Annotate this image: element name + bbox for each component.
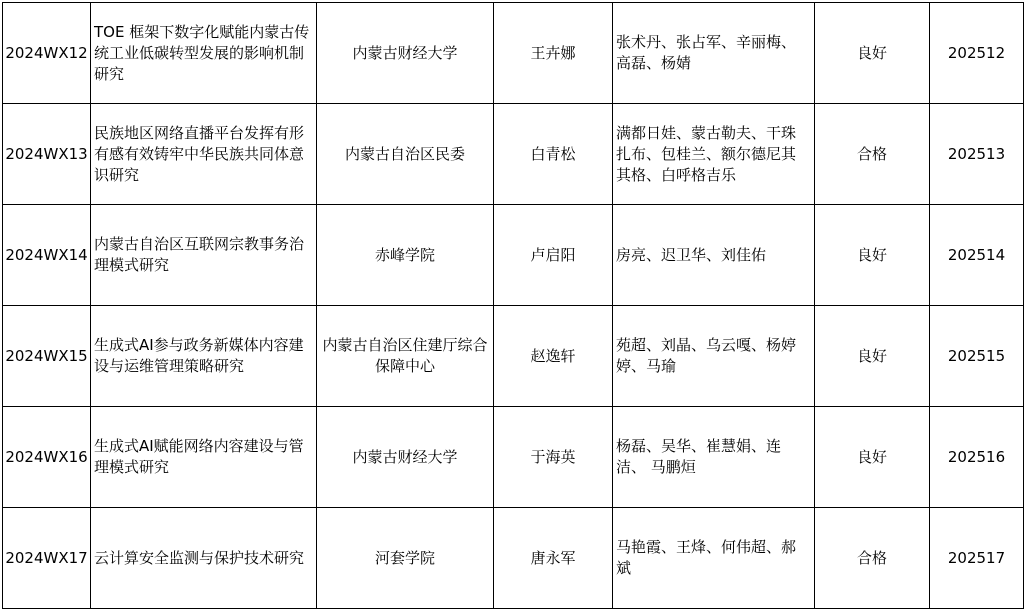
leader-cell: 白青松	[494, 104, 613, 205]
project-id-cell: 2024WX17	[3, 508, 91, 609]
organization-cell: 内蒙古自治区民委	[317, 104, 494, 205]
organization-cell: 内蒙古财经大学	[317, 3, 494, 104]
project-id-cell: 2024WX16	[3, 407, 91, 508]
project-title-cell: TOE 框架下数字化赋能内蒙古传统工业低碳转型发展的影响机制研究	[91, 3, 317, 104]
certificate-number-cell: 202512	[930, 3, 1024, 104]
certificate-number-cell: 202513	[930, 104, 1024, 205]
grade-cell: 良好	[815, 407, 930, 508]
members-cell: 房亮、迟卫华、刘佳佑	[613, 205, 815, 306]
organization-cell: 内蒙古财经大学	[317, 407, 494, 508]
members-cell: 苑超、刘晶、乌云嘎、杨婷婷、马瑜	[613, 306, 815, 407]
certificate-number-cell: 202516	[930, 407, 1024, 508]
leader-cell: 赵逸轩	[494, 306, 613, 407]
grade-cell: 合格	[815, 104, 930, 205]
project-title-cell: 生成式AI赋能网络内容建设与管理模式研究	[91, 407, 317, 508]
table-row	[3, 3, 1024, 104]
organization-cell: 赤峰学院	[317, 205, 494, 306]
project-id-cell: 2024WX13	[3, 104, 91, 205]
certificate-number-cell: 202517	[930, 508, 1024, 609]
grade-cell: 良好	[815, 3, 930, 104]
table-row	[3, 407, 1024, 508]
members-cell: 马艳霞、王烽、何伟超、郝斌	[613, 508, 815, 609]
project-id-cell: 2024WX12	[3, 3, 91, 104]
project-title-cell: 内蒙古自治区互联网宗教事务治理模式研究	[91, 205, 317, 306]
grade-cell: 合格	[815, 508, 930, 609]
grade-cell: 良好	[815, 306, 930, 407]
table-row	[3, 508, 1024, 609]
members-cell: 满都日娃、蒙古勒夫、干珠扎布、包桂兰、额尔德尼其其格、白呼格吉乐	[613, 104, 815, 205]
members-cell: 杨磊、吴华、崔慧娟、连洁、 马鹏烜	[613, 407, 815, 508]
project-title-cell: 云计算安全监测与保护技术研究	[91, 508, 317, 609]
organization-cell: 内蒙古自治区住建厅综合保障中心	[317, 306, 494, 407]
project-table	[2, 2, 1024, 609]
leader-cell: 卢启阳	[494, 205, 613, 306]
leader-cell: 唐永军	[494, 508, 613, 609]
table-row	[3, 306, 1024, 407]
members-cell: 张术丹、张占军、辛丽梅、高磊、杨婧	[613, 3, 815, 104]
certificate-number-cell: 202515	[930, 306, 1024, 407]
organization-cell: 河套学院	[317, 508, 494, 609]
project-title-cell: 生成式AI参与政务新媒体内容建设与运维管理策略研究	[91, 306, 317, 407]
certificate-number-cell: 202514	[930, 205, 1024, 306]
leader-cell: 王卉娜	[494, 3, 613, 104]
table-row	[3, 205, 1024, 306]
project-id-cell: 2024WX15	[3, 306, 91, 407]
table-row	[3, 104, 1024, 205]
grade-cell: 良好	[815, 205, 930, 306]
project-title-cell: 民族地区网络直播平台发挥有形有感有效铸牢中华民族共同体意识研究	[91, 104, 317, 205]
project-id-cell: 2024WX14	[3, 205, 91, 306]
leader-cell: 于海英	[494, 407, 613, 508]
